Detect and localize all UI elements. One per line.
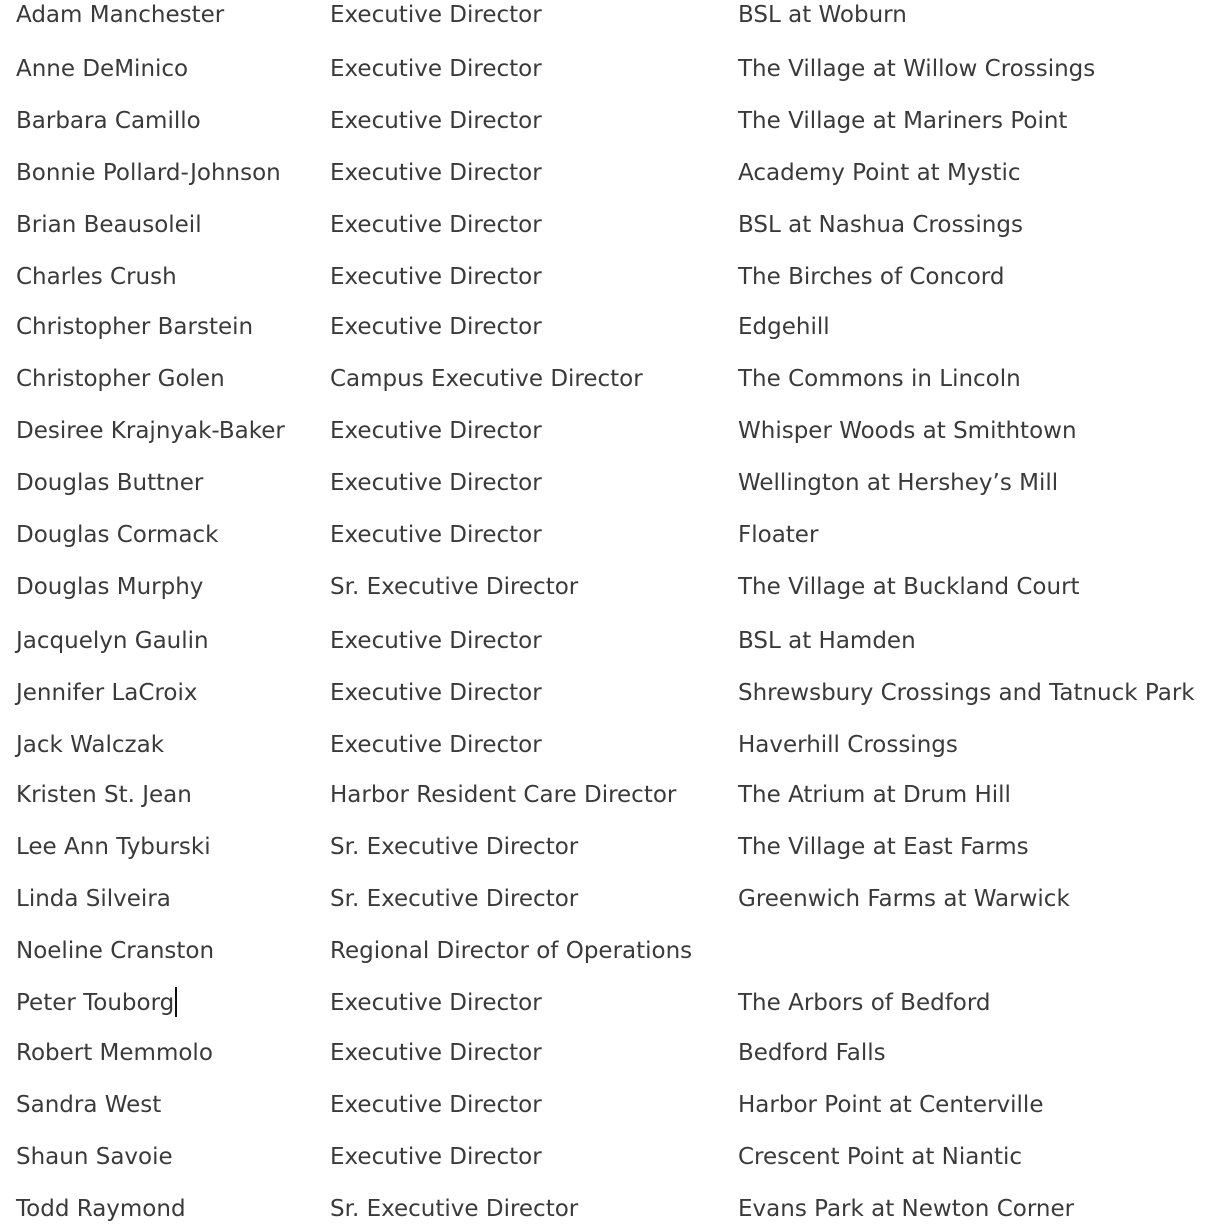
- community-name: Harbor Point at Centerville: [738, 1092, 1044, 1118]
- person-name: Jack Walczak: [16, 732, 165, 758]
- community-name: The Village at East Farms: [738, 834, 1029, 860]
- person-name: Bonnie Pollard-Johnson: [16, 160, 281, 186]
- table-row: [0, 567, 1206, 607]
- table-row: [0, 983, 1206, 1023]
- job-title: Sr. Executive Director: [330, 834, 579, 860]
- person-name: Anne DeMinico: [16, 56, 189, 82]
- table-row: [0, 0, 1206, 35]
- job-title: Executive Director: [330, 2, 542, 28]
- job-title: Executive Director: [330, 990, 542, 1016]
- table-row: [0, 49, 1206, 89]
- job-title: Sr. Executive Director: [330, 886, 579, 912]
- community-name: The Village at Willow Crossings: [738, 56, 1096, 82]
- job-title: Executive Director: [330, 680, 542, 706]
- table-row: [0, 153, 1206, 193]
- table-row: [0, 931, 1206, 971]
- job-title: Executive Director: [330, 212, 542, 238]
- job-title: Executive Director: [330, 264, 542, 290]
- person-name: Kristen St. Jean: [16, 782, 192, 808]
- community-name: Floater: [738, 522, 819, 548]
- job-title: Harbor Resident Care Director: [330, 782, 677, 808]
- table-row: [0, 463, 1206, 503]
- job-title: Sr. Executive Director: [330, 574, 579, 600]
- job-title: Executive Director: [330, 470, 542, 496]
- table-row: [0, 1189, 1206, 1229]
- person-name: Douglas Murphy: [16, 574, 204, 600]
- table-row: [0, 257, 1206, 297]
- job-title: Executive Director: [330, 628, 542, 654]
- job-title: Executive Director: [330, 522, 542, 548]
- job-title: Executive Director: [330, 56, 542, 82]
- table-row: [0, 205, 1206, 245]
- community-name: Greenwich Farms at Warwick: [738, 886, 1070, 912]
- job-title: Executive Director: [330, 160, 542, 186]
- community-name: Academy Point at Mystic: [738, 160, 1021, 186]
- community-name: BSL at Nashua Crossings: [738, 212, 1023, 238]
- text-cursor: [175, 987, 177, 1017]
- person-name: Barbara Camillo: [16, 108, 201, 134]
- community-name: Whisper Woods at Smithtown: [738, 418, 1077, 444]
- table-row: [0, 673, 1206, 713]
- person-name: Brian Beausoleil: [16, 212, 202, 238]
- person-name: Jacquelyn Gaulin: [16, 628, 209, 654]
- table-row: [0, 411, 1206, 451]
- person-name: Linda Silveira: [16, 886, 171, 912]
- person-name: Noeline Cranston: [16, 938, 215, 964]
- table-row: [0, 775, 1206, 815]
- person-name: Shaun Savoie: [16, 1144, 173, 1170]
- community-name: Crescent Point at Niantic: [738, 1144, 1023, 1170]
- table-row: [0, 359, 1206, 399]
- person-name: Jennifer LaCroix: [16, 680, 198, 706]
- job-title: Executive Director: [330, 108, 542, 134]
- community-name: Wellington at Hershey’s Mill: [738, 470, 1059, 496]
- job-title: Executive Director: [330, 1144, 542, 1170]
- table-row: [0, 879, 1206, 919]
- person-name: Adam Manchester: [16, 2, 225, 28]
- person-name: Christopher Barstein: [16, 314, 254, 340]
- table-row: [0, 101, 1206, 141]
- person-name: Lee Ann Tyburski: [16, 834, 211, 860]
- job-title: Sr. Executive Director: [330, 1196, 579, 1222]
- table-row: [0, 1033, 1206, 1073]
- community-name: The Village at Buckland Court: [738, 574, 1080, 600]
- person-name: Charles Crush: [16, 264, 177, 290]
- community-name: Edgehill: [738, 314, 830, 340]
- job-title: Executive Director: [330, 1040, 542, 1066]
- community-name: BSL at Hamden: [738, 628, 916, 654]
- person-name: Robert Memmolo: [16, 1040, 213, 1066]
- table-row: [0, 1085, 1206, 1125]
- job-title: Executive Director: [330, 314, 542, 340]
- person-name-with-cursor[interactable]: [16, 983, 177, 1023]
- community-name: The Arbors of Bedford: [738, 990, 991, 1016]
- table-row: [0, 1137, 1206, 1177]
- table-row: [0, 725, 1206, 765]
- community-name: The Commons in Lincoln: [738, 366, 1021, 392]
- table-row: [0, 515, 1206, 555]
- job-title: Executive Director: [330, 418, 542, 444]
- job-title: Executive Director: [330, 1092, 542, 1118]
- person-name: Sandra West: [16, 1092, 162, 1118]
- community-name: Shrewsbury Crossings and Tatnuck Park: [738, 680, 1195, 706]
- person-name: Todd Raymond: [16, 1196, 186, 1222]
- person-name: Douglas Buttner: [16, 470, 204, 496]
- job-title: Executive Director: [330, 732, 542, 758]
- community-name: The Birches of Concord: [738, 264, 1005, 290]
- community-name: Bedford Falls: [738, 1040, 886, 1066]
- community-name: Evans Park at Newton Corner: [738, 1196, 1075, 1222]
- community-name: The Village at Mariners Point: [738, 108, 1068, 134]
- job-title: Regional Director of Operations: [330, 938, 693, 964]
- person-name: Peter Touborg: [16, 990, 175, 1016]
- person-name: Christopher Golen: [16, 366, 225, 392]
- table-row: [0, 621, 1206, 661]
- community-name: Haverhill Crossings: [738, 732, 958, 758]
- community-name: The Atrium at Drum Hill: [738, 782, 1011, 808]
- job-title: Campus Executive Director: [330, 366, 643, 392]
- table-row: [0, 827, 1206, 867]
- person-name: Desiree Krajnyak-Baker: [16, 418, 285, 444]
- person-name: Douglas Cormack: [16, 522, 219, 548]
- community-name: BSL at Woburn: [738, 2, 907, 28]
- table-row: [0, 307, 1206, 347]
